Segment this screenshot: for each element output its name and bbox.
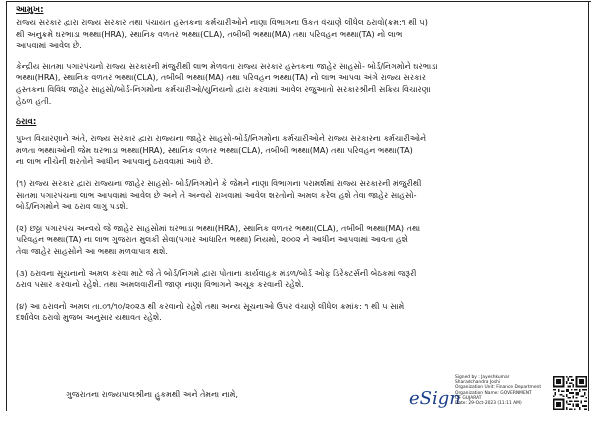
resolution-clause-4: (૪) આ ઠરાવનો અમલ તા.૦૧/૧૦/૨૦૨૩ થી કરવાનો રહેશે તથા અન્ય સૂચનાઓ ઉપર વંચાણે લીધેલ ક્રમાંક: ૧ થી ૫ સામે દર્શાવેલ ઠરાવો મુજબ અનુસાર યથાવત રહેશે.	[16, 300, 405, 323]
resolution-heading: ઠરાવ:	[16, 117, 37, 128]
esign-logo-icon	[406, 378, 461, 412]
signature-line: Organization Unit: Finance Department	[455, 385, 542, 391]
resolution-clause-2: (૨) છઠ્ઠા પગારપંચ અન્વયે જે જાહેર સાહસોમાં ઘરભાડા ભથ્થા(HRA), સ્થાનિક વળતર ભથ્થા(CLA), તબીબી ભથ્થા(MA) તથા પરિવહન ભથ્થા(TA) ના લાભ ગુજરાત મુલકી સેવા(પગાર આધારિત ભથ્થા) નિયમો, ૨૦૦૨ ને આધીન આપવામાં આવતા હશે તેવા જાહેર સાહસોને આ ભથ્થા મળવાપાત્ર થશે.	[16, 222, 421, 256]
signature-line: Sharadchandra Joshi	[455, 380, 501, 386]
signature-line: Organization Name: GOVERNMENT	[455, 390, 532, 396]
resolution-clause-3: (૩) ઠરાવના સૂચનાનો અમલ કરવા માટે જે તે બોર્ડ/નિગમે દ્વારા પોતાના કાર્યવાહક મંડળ/બોર્ડ ઓફ ડિરેક્ટર્સની બેઠકમાં જરૂરી ઠરાવ પસાર કરવાનો રહેશે. તથા અમલવારીની જાણ નાણા વિભાગને અચૂક કરવાની રહેશે.	[16, 267, 417, 290]
signature-line: OF GUJARAT	[455, 395, 482, 401]
digital-signature-details	[455, 375, 551, 406]
preamble-paragraph-1: રાજ્ય સરકાર દ્વારા રાજ્ય સરકાર તથા પંચાયત હસ્તકના કર્મચારીઓને નાણા વિભાગના ઉકત વંચાણે લીધેલ ઠરાવો(ક્રમ:૧ થી ૫) થી અનુક્રમે ઘરભાડા ભથ્થા(HRA), સ્થાનિક વળતર ભથ્થા(CLA), તબીબી ભથ્થા(MA) તથા પરિવહન ભથ્થા(TA) નો લાભ આપવામાં આવેલ છે.	[16, 17, 428, 51]
qr-code-icon	[553, 376, 587, 410]
esign-logo-text: eSign	[409, 388, 461, 409]
signature-line: Date: 29-Oct-2023 (11:11 AM)	[455, 401, 522, 407]
resolution-intro: પુખ્ત વિચારણાને અંતે, રાજ્ય સરકાર દ્વારા રાજ્યના જાહેર સાહસો-બોર્ડ/નિગમોના કર્મચારીઓને રાજ્ય સરકારના કર્મચારીઓને મળતા ભથ્થાઓની જેમ ઘરભાડા ભથ્થા(HRA), સ્થાનિક વળતર ભથ્થા(CLA), તબીબી ભથ્થા(MA) તથા પરિવહન ભથ્થા(TA) ના લાભ નીચેની શરતોને આધીન આપવાનું ઠરાવવામાં આવે છે.	[16, 133, 427, 167]
closing-line: ગુજરાતના રાજ્યપાલશ્રીના હુકમથી અને તેમના નામે,	[66, 389, 239, 399]
preamble-paragraph-2: કેન્દ્રીય સાતમા પગારપંચનો રાજ્ય સરકારની મંજુરીથી લાભ મેળવતા રાજ્ય સરકાર હસ્તકના જાહેર સાહસો- બોર્ડ/નિગમોને ઘરભાડા ભથ્થા(HRA), સ્થાનિક વળતર ભથ્થા(CLA), તબીબી ભથ્થા(MA) તથા પરિવહન ભથ્થા(TA) નો લાભ આપવા અંગે રાજ્ય સરકાર હસ્તકના વિવિધ જાહેર સાહસો/બોર્ડ-નિગમોના કર્મચારીઓ/યુનિયનો દ્વારા કરવામાં આવેલ રજુઆતો સરકારશ્રીની સક્રિય વિચારણા હેઠળ હતી.	[16, 60, 438, 106]
resolution-clause-1: (૧) રાજ્ય સરકાર દ્વારા રાજ્યના જાહેર સાહસો- બોર્ડ/નિગમોને કે જેમને નાણા વિભાગના પરામર્શમાં રાજ્ય સરકારની મંજુરીથી સાતમા પગારપંચના લાભ આપવામાં આવેલ છે અને તે અન્વયે રાખવામાં આવેલ શરતોનો અમલ કરેલ હશે તેવા જાહેર સાહસો- બોર્ડ/નિગમોને આ ઠરાવ લાગુ પડશે.	[16, 177, 422, 212]
preamble-heading: આમુખ:	[16, 5, 44, 15]
document-body	[16, 4, 584, 324]
signature-line: Signed by : Jayeshkumar	[455, 375, 510, 380]
